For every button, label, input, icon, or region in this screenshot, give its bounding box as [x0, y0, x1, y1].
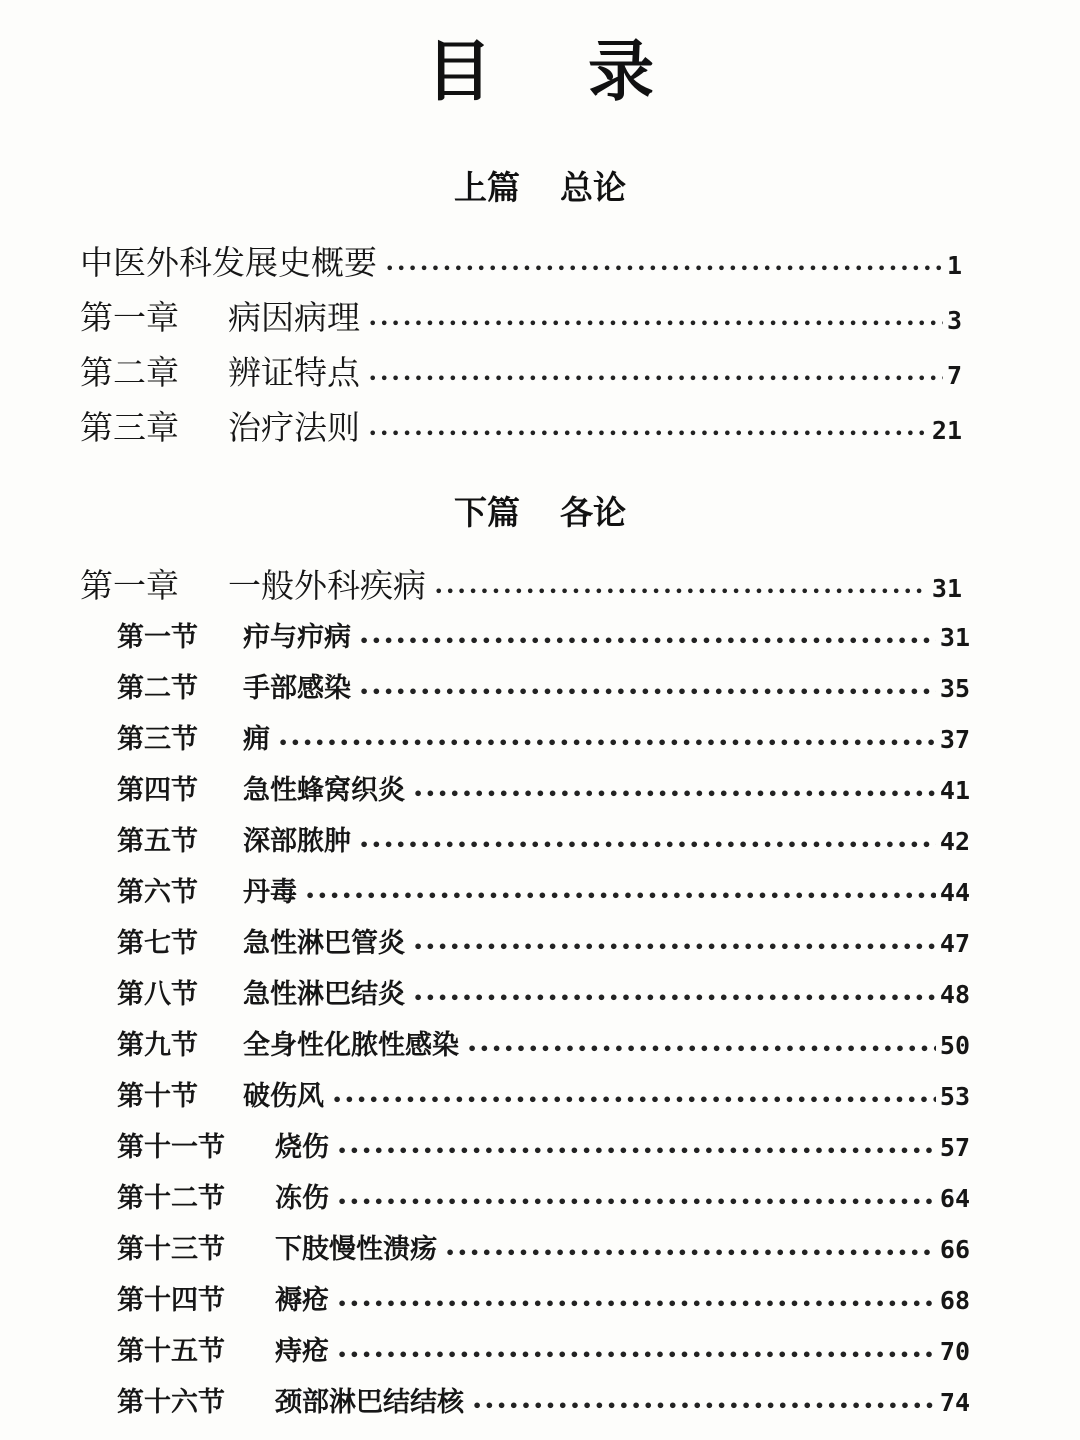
toc-section-entry[interactable]: [0, 972, 1080, 1023]
dot-leader: [337, 1183, 936, 1214]
toc-section-entry[interactable]: [0, 666, 1080, 717]
toc-section-entry[interactable]: [0, 870, 1080, 921]
toc-section-page: 74: [939, 1388, 970, 1417]
toc-section-number: 第十五节: [117, 1336, 225, 1367]
toc-entry[interactable]: [0, 347, 1080, 402]
toc-section-entry[interactable]: [0, 1023, 1080, 1074]
toc-section-entry[interactable]: [0, 768, 1080, 819]
toc-section-page: 35: [939, 674, 970, 703]
title-char: 录: [588, 32, 654, 110]
toc-section-title: 深部脓肿: [243, 826, 351, 857]
toc-section-entry[interactable]: [0, 1227, 1080, 1278]
toc-section-page: 44: [939, 878, 970, 907]
page-title: [0, 20, 1080, 110]
dot-leader: [413, 928, 936, 959]
toc-section-page: 57: [939, 1133, 970, 1162]
dot-leader: [445, 1234, 936, 1265]
toc-section-number: 第十三节: [117, 1234, 225, 1265]
toc-section-title: 急性淋巴结炎: [243, 979, 405, 1010]
toc-section-page: 48: [939, 980, 970, 1009]
dot-leader: [337, 1132, 936, 1163]
toc-section-number: 第四节: [117, 775, 198, 806]
toc-section-title: 颈部淋巴结结核: [275, 1387, 464, 1418]
toc-entry-page: 1: [946, 251, 962, 280]
toc-section-entry[interactable]: [0, 819, 1080, 870]
toc-section-title: 疖与疖病: [243, 622, 351, 653]
toc-section-title: 冻伤: [275, 1183, 329, 1214]
title-char: 目: [426, 32, 492, 110]
dot-leader: [413, 775, 936, 806]
toc-entry-page: 7: [946, 361, 962, 390]
toc-section-title: 烧伤: [275, 1132, 329, 1163]
toc-section-page: 50: [939, 1031, 970, 1060]
toc-section-entry[interactable]: [0, 1380, 1080, 1431]
toc-part1-list: [0, 237, 1080, 457]
dot-leader: [278, 724, 936, 755]
dot-leader: [368, 353, 943, 392]
dot-leader: [368, 408, 928, 447]
toc-entry[interactable]: [0, 292, 1080, 347]
toc-section-entry[interactable]: [0, 921, 1080, 972]
dot-leader: [368, 298, 943, 337]
toc-section-page: 41: [939, 776, 970, 805]
dot-leader: [359, 826, 936, 857]
toc-section-number: 第二节: [117, 673, 198, 704]
toc-section-number: 第六节: [117, 877, 198, 908]
toc-section-page: 47: [939, 929, 970, 958]
toc-section-entry[interactable]: [0, 1176, 1080, 1227]
part-label: 下篇: [454, 493, 520, 532]
dot-leader: [359, 622, 936, 653]
toc-section-title: 痔疮: [275, 1336, 329, 1367]
toc-section-number: 第七节: [117, 928, 198, 959]
toc-section-entry[interactable]: [0, 1074, 1080, 1125]
toc-section-number: 第十四节: [117, 1285, 225, 1316]
toc-section-title: 下肢慢性溃疡: [275, 1234, 437, 1265]
toc-section-number: 第三节: [117, 724, 198, 755]
toc-entry-title: 中医外科发展史概要: [80, 243, 377, 282]
toc-entry-number: 第三章: [80, 408, 179, 447]
toc-entry[interactable]: [0, 237, 1080, 292]
dot-leader: [467, 1030, 936, 1061]
toc-entry-page: 3: [946, 306, 962, 335]
dot-leader: [359, 673, 936, 704]
toc-section-number: 第九节: [117, 1030, 198, 1061]
toc-entry-number: 第一章: [80, 298, 179, 337]
part-label: 上篇: [454, 168, 520, 207]
toc-entry-page: 21: [931, 416, 962, 445]
toc-section-entry[interactable]: [0, 1278, 1080, 1329]
toc-section-title: 手部感染: [243, 673, 351, 704]
dot-leader: [332, 1081, 936, 1112]
part-name: 总论: [560, 168, 626, 207]
toc-section-entry[interactable]: [0, 717, 1080, 768]
toc-section-title: 痈: [243, 724, 270, 755]
toc-section-number: 第十一节: [117, 1132, 225, 1163]
toc-section-page: 53: [939, 1082, 970, 1111]
toc-entry-number: 第二章: [80, 353, 179, 392]
toc-section-page: 42: [939, 827, 970, 856]
toc-entry-title: 一般外科疾病: [228, 566, 426, 605]
toc-entry-title: 辨证特点: [228, 353, 360, 392]
toc-part2-list: [0, 560, 1080, 1431]
toc-section-title: 褥疮: [275, 1285, 329, 1316]
toc-entry-title: 治疗法则: [228, 408, 360, 447]
part-name: 各论: [560, 493, 626, 532]
dot-leader: [385, 243, 943, 282]
toc-section-page: 70: [939, 1337, 970, 1366]
toc-section-page: 37: [939, 725, 970, 754]
toc-entry-title: 病因病理: [228, 298, 360, 337]
toc-section-page: 64: [939, 1184, 970, 1213]
toc-section-title: 丹毒: [243, 877, 297, 908]
toc-entry-page: 31: [931, 574, 962, 603]
toc-section-page: 66: [939, 1235, 970, 1264]
toc-section-title: 急性蜂窝织炎: [243, 775, 405, 806]
toc-section-number: 第十节: [117, 1081, 198, 1112]
toc-section-title: 急性淋巴管炎: [243, 928, 405, 959]
toc-section-entry[interactable]: [0, 1125, 1080, 1176]
toc-section-entry[interactable]: [0, 1329, 1080, 1380]
toc-section-number: 第五节: [117, 826, 198, 857]
toc-entry-number: 第一章: [80, 566, 179, 605]
toc-section-number: 第八节: [117, 979, 198, 1010]
toc-entry[interactable]: [0, 402, 1080, 457]
part1-heading: [0, 162, 1080, 209]
toc-section-page: 68: [939, 1286, 970, 1315]
toc-section-page: 31: [939, 623, 970, 652]
dot-leader: [337, 1336, 936, 1367]
toc-section-number: 第一节: [117, 622, 198, 653]
dot-leader: [305, 877, 936, 908]
toc-section-entry[interactable]: [0, 615, 1080, 666]
dot-leader: [472, 1387, 936, 1418]
dot-leader: [434, 566, 928, 605]
toc-section-number: 第十六节: [117, 1387, 225, 1418]
part2-heading: [0, 487, 1080, 534]
toc-section-number: 第十二节: [117, 1183, 225, 1214]
dot-leader: [337, 1285, 936, 1316]
dot-leader: [413, 979, 936, 1010]
toc-section-title: 破伤风: [243, 1081, 324, 1112]
toc-chapter-entry[interactable]: [0, 560, 1080, 615]
toc-section-title: 全身性化脓性感染: [243, 1030, 459, 1061]
